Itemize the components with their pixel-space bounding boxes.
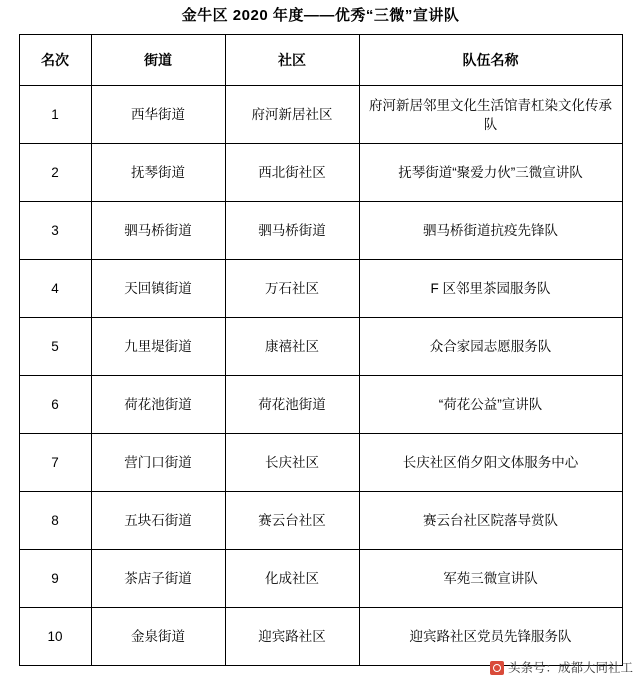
table-row — [19, 144, 622, 202]
column-header-rank: 名次 — [19, 35, 91, 86]
cell-street: 驷马桥街道 — [91, 202, 225, 260]
cell-team: 军苑三微宣讲队 — [359, 550, 622, 608]
cell-community: 长庆社区 — [225, 434, 359, 492]
column-header-community: 社区 — [225, 35, 359, 86]
cell-street: 天回镇街道 — [91, 260, 225, 318]
cell-street: 金泉街道 — [91, 608, 225, 666]
cell-community: 康禧社区 — [225, 318, 359, 376]
cell-rank: 9 — [19, 550, 91, 608]
cell-street: 荷花池街道 — [91, 376, 225, 434]
column-header-street: 街道 — [91, 35, 225, 86]
cell-team: 迎宾路社区党员先锋服务队 — [359, 608, 622, 666]
cell-community: 府河新居社区 — [225, 86, 359, 144]
table-row — [19, 434, 622, 492]
cell-community: 迎宾路社区 — [225, 608, 359, 666]
cell-team: 抚琴街道“聚爱力伙”三微宣讲队 — [359, 144, 622, 202]
cell-rank: 6 — [19, 376, 91, 434]
cell-rank: 10 — [19, 608, 91, 666]
cell-rank: 8 — [19, 492, 91, 550]
cell-community: 驷马桥街道 — [225, 202, 359, 260]
cell-team: 府河新居邻里文化生活馆青杠染文化传承队 — [359, 86, 622, 144]
cell-street: 茶店子街道 — [91, 550, 225, 608]
watermark — [490, 660, 633, 676]
cell-community: 荷花池街道 — [225, 376, 359, 434]
cell-community: 赛云台社区 — [225, 492, 359, 550]
table-row — [19, 202, 622, 260]
table-row — [19, 550, 622, 608]
cell-street: 西华街道 — [91, 86, 225, 144]
toutiao-logo-icon — [490, 661, 504, 675]
table-row — [19, 492, 622, 550]
cell-community: 西北街社区 — [225, 144, 359, 202]
cell-rank: 3 — [19, 202, 91, 260]
cell-street: 九里堤街道 — [91, 318, 225, 376]
cell-team: 赛云台社区院落导赏队 — [359, 492, 622, 550]
cell-community: 化成社区 — [225, 550, 359, 608]
table-row — [19, 608, 622, 666]
cell-rank: 2 — [19, 144, 91, 202]
cell-team: F 区邻里茶园服务队 — [359, 260, 622, 318]
cell-street: 营门口街道 — [91, 434, 225, 492]
table-row — [19, 86, 622, 144]
cell-team: “荷花公益”宣讲队 — [359, 376, 622, 434]
column-header-team: 队伍名称 — [359, 35, 622, 86]
table-row — [19, 376, 622, 434]
page-title: 金牛区 2020 年度——优秀“三微”宣讲队 — [181, 7, 460, 24]
cell-street: 抚琴街道 — [91, 144, 225, 202]
cell-team: 驷马桥街道抗疫先锋队 — [359, 202, 622, 260]
cell-rank: 5 — [19, 318, 91, 376]
table-row — [19, 318, 622, 376]
cell-rank: 4 — [19, 260, 91, 318]
cell-street: 五块石街道 — [91, 492, 225, 550]
cell-team: 长庆社区俏夕阳文体服务中心 — [359, 434, 622, 492]
award-table — [19, 34, 623, 666]
table-header-row — [19, 35, 622, 86]
table-row — [19, 260, 622, 318]
cell-community: 万石社区 — [225, 260, 359, 318]
cell-rank: 7 — [19, 434, 91, 492]
watermark-text: 头条号：成都大同社工 — [507, 661, 633, 675]
cell-rank: 1 — [19, 86, 91, 144]
cell-team: 众合家园志愿服务队 — [359, 318, 622, 376]
